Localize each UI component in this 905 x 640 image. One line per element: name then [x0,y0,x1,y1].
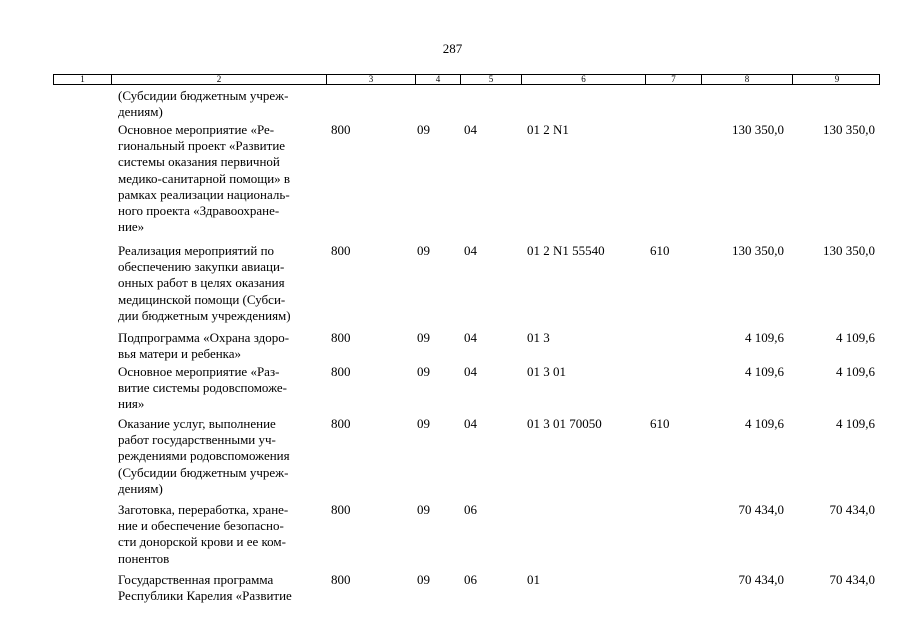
description-line: медицинской помощи (Субси- [118,291,286,307]
header-col-1: 1 [54,75,112,84]
row-col-3: 800 [331,572,351,587]
description-line: реждениями родовспоможения [118,448,290,464]
description-line: Подпрограмма «Охрана здоро- [118,330,290,345]
row-description [118,572,292,604]
row-col-8: 70 434,0 [738,572,784,587]
row-description [118,243,291,324]
description-line: медико-санитарной помощи» в [118,170,291,186]
page-number: 287 [442,41,463,56]
description-line: онных работ в целях оказания [118,275,285,291]
row-col-6: 01 2 N1 [527,122,569,137]
row-description [118,364,287,413]
row-col-5: 06 [464,572,477,587]
row-col-6: 01 [527,572,540,587]
row-col-3: 800 [331,122,351,137]
description-line: ния» [118,396,145,412]
description-line: понентов [118,550,170,566]
row-col-8: 130 350,0 [732,122,784,137]
row-col-4: 09 [417,502,430,517]
header-col-9: 9 [834,74,840,84]
row-col-8: 130 350,0 [732,243,784,258]
table-header [53,74,880,85]
row-col-5: 04 [464,416,477,431]
header-col-8: 8 [702,75,793,84]
description-line: вья матери и ребенка» [118,346,242,362]
row-description [118,502,288,567]
row-col-4: 09 [417,364,430,379]
header-col-6: 6 [522,75,646,84]
description-line: (Субсидии бюджетным учреж- [118,464,289,480]
row-col-3: 800 [331,364,351,379]
row-col-9: 4 109,6 [836,330,875,345]
row-col-9: 4 109,6 [836,364,875,379]
row-col-6: 01 3 01 [527,364,566,379]
row-col-8: 4 109,6 [745,416,784,431]
header-col-4: 4 [416,75,461,84]
row-col-8: 4 109,6 [745,364,784,379]
row-description [118,88,288,120]
description-line: обеспечению закупки авиаци- [118,259,285,275]
row-col-5: 04 [464,330,477,345]
row-col-7: 610 [650,243,670,258]
row-col-9: 130 350,0 [823,243,875,258]
row-col-4: 09 [417,330,430,345]
description-line: ние и обеспечение безопасно- [118,518,284,534]
description-line: дениям) [118,104,163,120]
row-col-3: 800 [331,330,351,345]
row-col-5: 04 [464,243,477,258]
description-line: Государственная программа [118,572,274,587]
description-line: рамках реализации националь- [118,186,290,202]
description-line: Заготовка, переработка, хране- [118,502,289,517]
description-line: (Субсидии бюджетным учреж- [118,88,289,103]
row-col-9: 130 350,0 [823,122,875,137]
description-line: Основное мероприятие «Раз- [118,364,280,379]
description-line: Реализация мероприятий по [118,243,275,258]
description-line: Основное мероприятие «Ре- [118,122,275,137]
row-col-6: 01 3 [527,330,550,345]
row-col-9: 70 434,0 [829,502,875,517]
row-col-5: 04 [464,364,477,379]
row-col-5: 04 [464,122,477,137]
row-col-6: 01 3 01 70050 [527,416,602,431]
description-line: Оказание услуг, выполнение [118,416,276,431]
description-line: витие системы родовспоможе- [118,380,288,396]
row-col-8: 70 434,0 [738,502,784,517]
row-col-4: 09 [417,243,430,258]
row-description [118,416,290,497]
row-col-4: 09 [417,122,430,137]
row-description [118,122,290,235]
header-col-2: 2 [112,75,327,84]
description-line: гиональный проект «Развитие [118,138,286,154]
description-line: системы оказания первичной [118,154,280,170]
header-col-3: 3 [327,75,416,84]
description-line: Республики Карелия «Развитие [118,588,292,604]
description-line: ного проекта «Здравоохране- [118,203,280,219]
row-col-3: 800 [331,416,351,431]
row-col-3: 800 [331,243,351,258]
header-col-5: 5 [461,75,522,84]
description-line: сти донорской крови и ее ком- [118,534,286,550]
row-col-5: 06 [464,502,477,517]
row-col-9: 70 434,0 [829,572,875,587]
row-col-9: 4 109,6 [836,416,875,431]
row-col-6: 01 2 N1 55540 [527,243,605,258]
row-description [118,330,289,362]
description-line: ние» [118,219,145,235]
row-col-8: 4 109,6 [745,330,784,345]
row-col-3: 800 [331,502,351,517]
description-line: дениям) [118,480,163,496]
row-col-4: 09 [417,572,430,587]
header-col-7: 7 [646,75,702,84]
row-col-4: 09 [417,416,430,431]
description-line: работ государственными уч- [118,432,276,448]
row-col-7: 610 [650,416,670,431]
description-line: дии бюджетным учреждениям) [118,307,291,323]
